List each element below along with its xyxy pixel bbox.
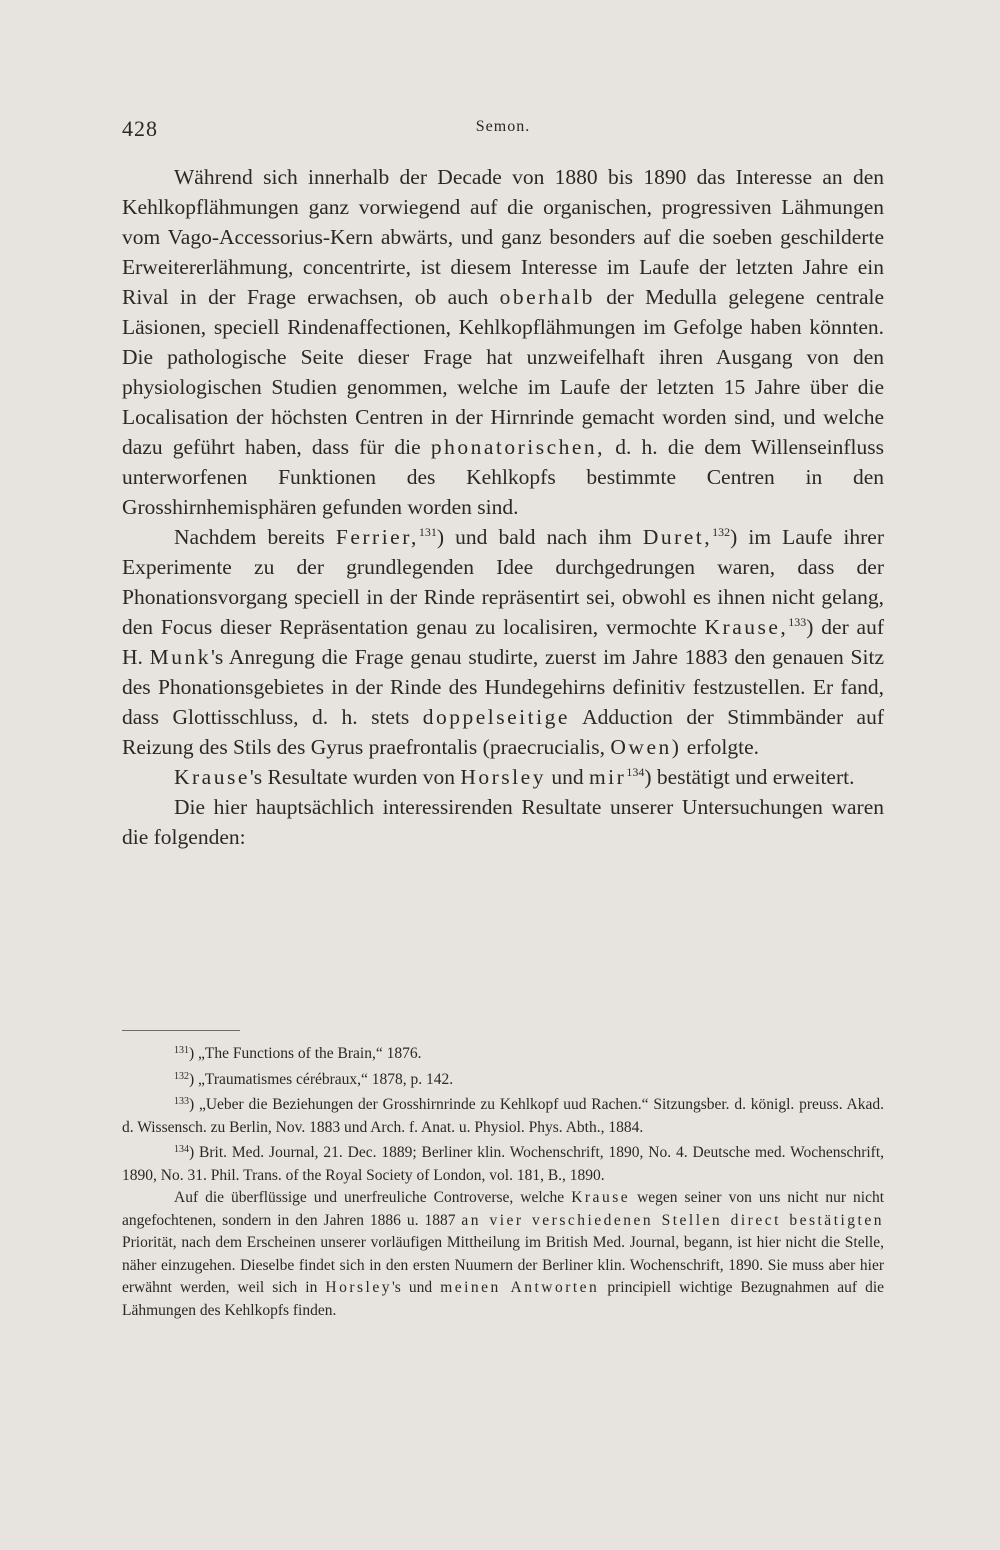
author-krause: Krause, [704,615,789,639]
paragraph-1: Während sich innerhalb der Decade von 1880 bis 1890 das Interesse an den Kehlkopflähmungen ganz vorwiegend auf die organischen, progressiven Lähmungen vom Vago-Accessorius-Kern abwärts, und ganz besonders auf die soeben geschilderte Erweitererlähmung, concentrirte, ist diesem Interesse im Laufe der letzten Jahre ein Rival in der Frage erwachsen, ob auch oberhalb der Medulla gelegene centrale Läsionen, speciell Rindenaffectionen, Kehlkopflähmungen im Gefolge haben könnten. Die pathologische Seite dieser Frage hat unzweifelhaft ihren Ausgang von den physiologischen Studien genommen, welche im Laufe der letzten 15 Jahre über die Localisation der höchsten Centren in der Hirnrinde gemacht worden sind, und welche dazu geführt haben, dass für die phonatorischen, d. h. die dem Willenseinfluss unterworfenen Funktionen des Kehlkopfs bestimmte Centren in den Grosshirnhemisphären gefunden worden sind. [122,165,885,519]
footnote-131: $^{131}$) „The Functions of the Brain,“ 1876. [174,1045,422,1062]
spaced-emphasis: an vier verschiedenen Stellen direct bestätigten [461,1211,884,1229]
author-krause: Krause [174,765,250,789]
running-head: Semon. [475,118,531,135]
paragraph-3: Krause's Resultate wurden von Horsley und mir$^{134}$) bestätigt und erweitert. [174,764,855,789]
spaced-emphasis: meinen Antworten [440,1279,600,1296]
footnotes [122,1040,884,1322]
footnote-132: $^{132}$) „Traumatismes cérébraux,“ 1878, p. 142. [174,1070,454,1088]
footnote-ref-132: 132 [712,524,731,539]
paragraph-2: Nachdem bereits Ferrier,$^{131}$) und bald nach ihm Duret,$^{132}$) im Laufe ihrer Experimente zu der grundlegenden Idee durchgedrungen waren, dass der Phonationsvorgang speciell in der Rinde repräsentirt sei, obwohl es ihnen nicht gelang, den Focus dieser Repräsentation genau zu localisiren, vermochte Krause,$^{133}$) der auf H. Munk's Anregung die Frage genau studirte, zuerst im Jahre 1883 den genauen Sitz des Phonationsgebietes in der Rinde des Hundegehirns definitiv festzustellen. Er fand, dass Glottisschluss, d. h. stets doppelseitige Adduction der Stimmbänder auf Reizung des Stils des Gyrus praefrontalis (praecrucialis, Owen) erfolgte. [122,524,884,759]
author-horsley: Horsley [460,765,546,789]
footnote-divider [122,1030,240,1031]
footnote-134: $^{134}$) Brit. Med. Journal, 21. Dec. 1889; Berliner klin. Wochenschrift, 1890, No. 4. Deutsche med. Wochenschrift, 1890, No. 31. Phil. Trans. of the Royal Society of London, vol. 181, B., 1890. [122,1144,884,1184]
author-krause: Krause [571,1189,631,1206]
footnote-ref-133: 133 [788,614,807,629]
page-header [122,116,884,148]
footnote-ref-134: 134 [626,764,645,779]
author-munk: Munk [149,645,212,669]
main-text [122,162,884,852]
author-ferrier: Ferrier, [335,525,419,549]
spaced-emphasis: phonatorischen, [430,435,606,459]
paragraph-4: Die hier hauptsächlich interessirenden Resultate unserer Untersuchungen waren die folgenden: [122,795,884,849]
footnote-ref-131: 131 [418,524,437,539]
footnote-note: Auf die überflüssige und unerfreuliche Controverse, welche Krause wegen seiner von uns nicht nur nicht angefochtenen, sondern in den Jahren 1886 u. 1887 an vier verschiedenen Stellen direct bestätigten Priorität, nach dem Erscheinen unserer vorläufigen Mittheilung im British Med. Journal, begann, ist hier nicht die Stelle, näher einzugehen. Dieselbe findet sich in den ersten Nuumern der Berliner klin. Wochenschrift, 1890. Sie muss aber hier erwähnt werden, weil sich in Horsley's und meinen Antworten principiell wichtige Bezugnahmen auf die Lähmungen des Kehlkopfs finden. [122,1189,885,1319]
author-horsley: Horsley [325,1279,392,1296]
spaced-emphasis: oberhalb [499,285,595,309]
page-number: 428 [122,116,158,141]
spaced-emphasis: doppelseitige [422,705,570,729]
footnote-133: $^{133}$) „Ueber die Beziehungen der Grosshirnrinde zu Kehlkopf uud Rachen.“ Sitzungsber. d. königl. preuss. Akad. d. Wissensch. zu Berlin, Nov. 1883 und Arch. f. Anat. u. Physiol. Phys. Abth., 1884. [122,1096,884,1136]
author-duret: Duret, [642,525,713,549]
author-mir: mir [588,765,627,789]
author-owen: Owen) [610,735,682,759]
